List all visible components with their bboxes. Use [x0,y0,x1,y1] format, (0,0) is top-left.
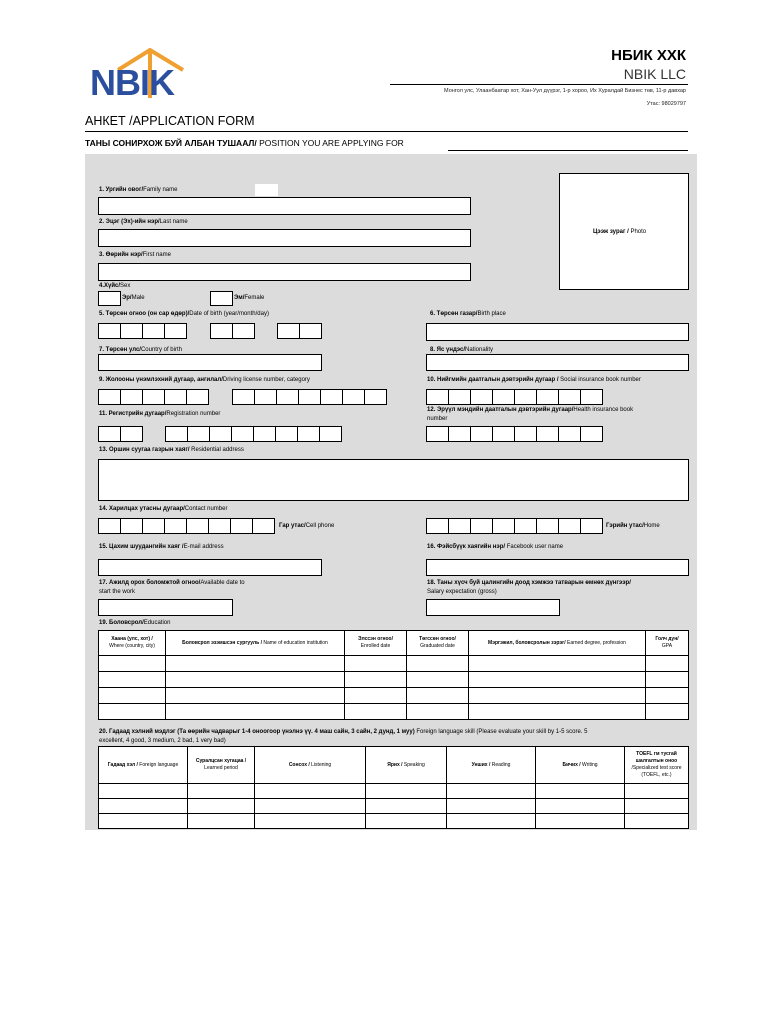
first-name-input[interactable] [98,263,471,281]
logo-text: NBIK [90,62,174,103]
education-col-where: Хаана (улс, хот) / Where (country, city) [99,631,166,656]
language-col-reading: Унших / Reading [447,747,536,784]
table-row[interactable] [99,704,689,720]
address-label: 13. Оршин суугаа газрын хаяг/ Residential address [99,447,244,453]
family-name-input[interactable] [98,197,471,215]
cell-phone-label: Гар утас/Cell phone [279,523,335,529]
last-name-label: 2. Эцэг (Эх)-ийн нэр/Last name [99,219,188,225]
contact-number-label: 14. Харилцах утасны дугаар/Contact number [99,506,228,512]
language-col-period: Суралцсан хугацаа / Learned period [188,747,255,784]
table-row[interactable] [99,814,689,829]
form-title: АНКЕТ /APPLICATION FORM [85,114,255,128]
photo-label: Цээж зураг / Photo [593,229,647,235]
education-col-graduated: Төгссөн огноо/ Graduated date [407,631,469,656]
language-col-writing: Бичих / Writing [536,747,625,784]
health-insurance-cells[interactable] [426,426,602,442]
position-line[interactable] [448,150,688,151]
email-input[interactable] [98,559,322,576]
registration-letter-cells[interactable] [98,426,142,442]
home-phone-cells[interactable] [426,518,602,534]
table-row[interactable] [99,784,689,799]
language-table [98,746,689,829]
nationality-label: 8. Яс үндэс/Nationality [430,347,494,353]
company-logo [88,48,188,103]
facebook-input[interactable] [426,559,689,576]
country-of-birth-label: 7. Төрсөн улс/Country of birth [99,347,182,353]
country-of-birth-input[interactable] [98,354,322,371]
education-col-degree: Мэргэжил, боловсролын зэрэг/ Earned degree, profession [469,631,646,656]
driving-license-number-cells[interactable] [232,389,386,405]
available-date-input[interactable] [98,599,233,616]
nationality-input[interactable] [426,354,689,371]
female-label: Эм/Female [234,295,265,301]
table-row[interactable] [99,799,689,814]
health-insurance-label: 12. Эрүүл мэндийн даатгалын дэвтэрийн дугаар/Health insurance book [427,407,634,413]
family-name-label: 1. Ургийн овог/Family name [99,187,178,193]
driving-license-category-cells[interactable] [98,389,208,405]
position-label [85,138,404,148]
first-name-label: 3. Өөрийн нэр/First name [99,252,171,258]
table-row[interactable] [99,672,689,688]
language-col-language: Гадаад хэл / Foreign language [99,747,188,784]
language-label-2: excellent, 4 good, 3 medium, 2 bad, 1 very bad) [99,738,226,744]
education-header-row [99,631,689,656]
language-col-test-score: TOEFL гм тусгай шалгалтын оноо /Specialized test score (TOEFL, etc.) [625,747,689,784]
education-col-gpa: Голч дүн/ GPA [646,631,689,656]
male-checkbox[interactable] [98,291,121,306]
salary-input[interactable] [426,599,560,616]
language-label: 20. Гадаад хэлний мэдлэг (Та өөрийн чадварыг 1-4 оноогоор үнэлнэ үү. 4 маш сайн, 3 сайн, 2 дунд, 1 муу) Foreign language skill (Please evaluate your skill by 1-5 score. 5 [99,729,588,735]
birth-place-input[interactable] [426,323,689,341]
male-label: Эр/Male [122,295,145,301]
company-name-mn: НБИК ХХК [611,47,686,64]
last-name-input[interactable] [98,229,471,247]
table-row[interactable] [99,688,689,704]
available-date-label-2: start the work [99,589,136,595]
language-col-listening: Сонсох / Listening [255,747,366,784]
birth-month-cells[interactable] [210,323,254,339]
registration-label: 11. Регистрийн дугаар/Registration number [99,411,221,417]
education-table [98,630,689,720]
social-insurance-cells[interactable] [426,389,602,405]
salary-label-2: Salary expectation (gross) [427,589,497,595]
language-col-speaking: Ярих / Speaking [366,747,447,784]
birth-day-cells[interactable] [277,323,321,339]
facebook-label: 16. Фэйсбүүк хаягийн нэр/ Facebook user name [427,544,564,550]
table-row[interactable] [99,656,689,672]
family-name-extra[interactable] [255,184,278,196]
health-insurance-label-2: number [427,416,448,422]
birth-year-cells[interactable] [98,323,186,339]
education-col-enrolled: Элссэн огноо/ Enrolled date [345,631,407,656]
address-input[interactable] [98,459,689,501]
cell-phone-cells[interactable] [98,518,274,534]
birth-date-label: 5. Төрсөн огноо (он сар өдөр)/Date of birth (year/month/day) [99,311,269,317]
language-header-row [99,747,689,784]
email-label: 15. Цахим шуудангийн хаяг /E-mail address [99,544,224,550]
social-insurance-label: 10. Нийгмийн даатгалын дэвтэрийн дугаар / Social insurance book number [427,377,641,383]
driving-license-label: 9. Жолооны үнэмлэхний дугаар, ангилал/Driving license number, category [99,377,310,383]
position-label-en: POSITION YOU ARE APPLYING FOR [256,138,404,148]
company-address: Монгол улс, Улаанбаатар хот, Хан-Уул дүүрэг, 1-р хороо, Их Хуралдай Бизнес төв, 11-р давхар [444,88,686,94]
birth-place-label: 6. Төрсөн газар/Birth place [430,311,506,317]
sex-label: 4.Хүйс/Sex [99,283,131,289]
education-label: 19. Боловсрол/Education [99,620,171,626]
available-date-label: 17. Ажилд орох боломжтой огноо/Available date to [99,580,245,586]
photo-box[interactable] [559,173,689,290]
header-divider [390,84,688,85]
company-phone: Утас: 98029797 [646,101,686,107]
female-checkbox[interactable] [210,291,233,306]
registration-number-cells[interactable] [165,426,341,442]
position-label-mn: ТАНЫ СОНИРХОЖ БУЙ АЛБАН ТУШААЛ/ [85,138,257,148]
title-divider [85,131,688,132]
company-name-en: NBIK LLC [623,66,686,82]
education-col-institution: Боловсрол эзэмшсэн сургууль / Name of education institution [166,631,345,656]
salary-label: 18. Таны хүсч буй цалингийн доод хэмжээ татварын өмнөх дүнгээр/ [427,580,631,586]
home-phone-label: Гэрийн утас/Home [606,523,660,529]
